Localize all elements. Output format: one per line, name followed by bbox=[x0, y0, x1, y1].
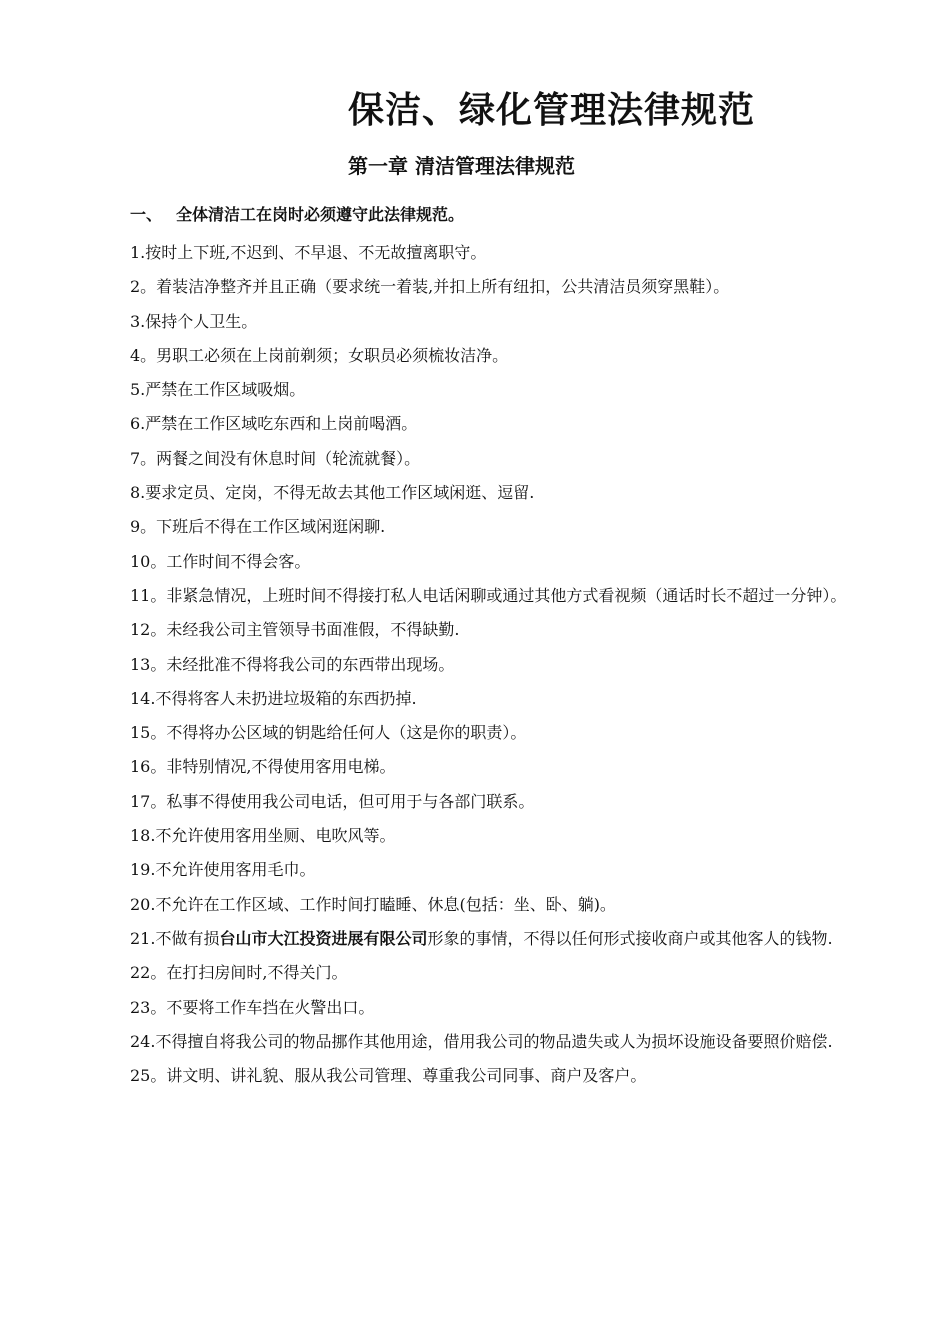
rule-item: 3.保持个人卫生。 bbox=[130, 311, 258, 331]
rule-item: 11。非紧急情况，上班时间不得接打私人电话闲聊或通过其他方式看视频（通话时长不超过一分钟）。 bbox=[130, 585, 847, 605]
rule-item: 8.要求定员、定岗，不得无故去其他工作区域闲逛、逗留. bbox=[130, 483, 535, 503]
rule-item: 23。不要将工作车挡在火警出口。 bbox=[130, 997, 375, 1017]
chapter-heading: 第一章 清洁管理法律规范 bbox=[348, 154, 575, 178]
rule-item: 18.不允许使用客用坐厕、电吹风等。 bbox=[130, 826, 396, 846]
rule-item: 24.不得擅自将我公司的物品挪作其他用途，借用我公司的物品遗失或人为损坏设施设备要照价赔偿. bbox=[130, 1031, 833, 1051]
company-name: 台山市大江投资进展有限公司 bbox=[219, 928, 428, 948]
rule-21-suffix: 形象的事情，不得以任何形式接收商户或其他客人的钱物. bbox=[427, 928, 833, 948]
rule-item-21 bbox=[88, 922, 880, 956]
rule-item: 10。工作时间不得会客。 bbox=[130, 551, 311, 571]
rule-item: 15。不得将办公区域的钥匙给任何人（这是你的职责）。 bbox=[130, 723, 527, 743]
rule-item: 17。私事不得使用我公司电话，但可用于与各部门联系。 bbox=[130, 791, 535, 811]
rule-item: 14.不得将客人未扔进垃圾箱的东西扔掉. bbox=[130, 688, 417, 708]
rule-item: 5.严禁在工作区域吸烟。 bbox=[130, 380, 306, 400]
rule-item: 2。着装洁净整齐并且正确（要求统一着装,并扣上所有纽扣，公共清洁员须穿黑鞋）。 bbox=[130, 277, 730, 297]
rule-item: 20.不允许在工作区域、工作时间打瞌睡、休息(包括：坐、卧、躺)。 bbox=[130, 894, 616, 914]
document-title: 保洁、绿化管理法律规范 bbox=[348, 90, 756, 131]
section-heading bbox=[88, 202, 880, 236]
rule-item: 9。下班后不得在工作区域闲逛闲聊. bbox=[130, 517, 386, 537]
rule-item: 25。讲文明、讲礼貌、服从我公司管理、尊重我公司同事、商户及客户。 bbox=[130, 1066, 647, 1086]
rule-item: 4。男职工必须在上岗前剃须；女职员必须梳妆洁净。 bbox=[130, 345, 509, 365]
rules-content bbox=[88, 202, 880, 1093]
section-number: 一、 bbox=[130, 205, 163, 224]
rule-item: 12。未经我公司主管领导书面准假，不得缺勤. bbox=[130, 620, 460, 640]
rule-item: 16。非特别情况,不得使用客用电梯。 bbox=[130, 757, 396, 777]
rule-item: 6.严禁在工作区域吃东西和上岗前喝酒。 bbox=[130, 414, 418, 434]
rule-item: 22。在打扫房间时,不得关门。 bbox=[130, 963, 348, 983]
rule-item: 13。未经批准不得将我公司的东西带出现场。 bbox=[130, 654, 455, 674]
rule-item: 7。两餐之间没有休息时间（轮流就餐）。 bbox=[130, 448, 421, 468]
rule-item: 19.不允许使用客用毛巾。 bbox=[130, 860, 316, 880]
rule-item: 1.按时上下班,不迟到、不早退、不无故擅离职守。 bbox=[130, 243, 487, 262]
rule-21-prefix: 21.不做有损 bbox=[130, 928, 220, 948]
section-text: 全体清洁工在岗时必须遵守此法律规范。 bbox=[176, 205, 465, 224]
